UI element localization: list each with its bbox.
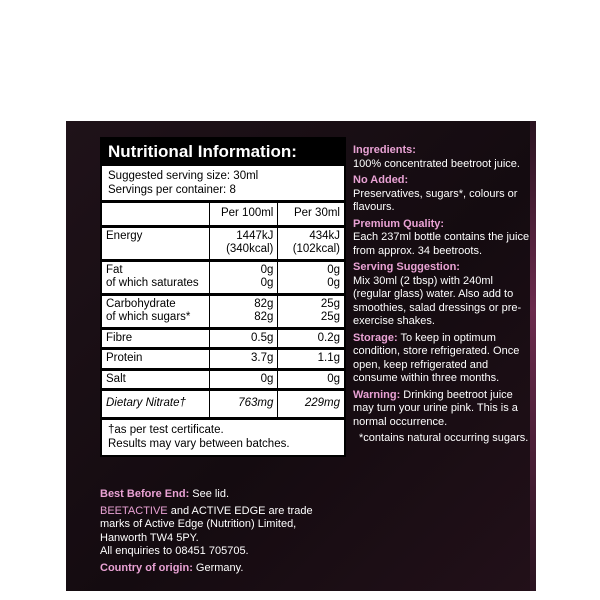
- fibre-per100: 0.5g: [209, 328, 278, 349]
- best-before-label: Best Before End:: [100, 488, 190, 500]
- label-info-right: [353, 144, 531, 446]
- origin-label: Country of origin:: [100, 561, 193, 574]
- ingredients-label: Ingredients:: [353, 144, 416, 156]
- storage: [353, 332, 531, 386]
- serving-suggestion-text: Mix 30ml (2 tbsp) with 240ml (regular glass) water. Also add to smoothies, salad dressings or pre-exercise shakes.: [353, 274, 522, 327]
- nutrition-title: Nutritional Information:: [102, 139, 344, 166]
- enquiries: All enquiries to 08451 705705.: [100, 545, 249, 557]
- energy-per30-kcal: (102kcal): [292, 243, 340, 255]
- energy-per30-kj: 434kJ: [309, 229, 340, 242]
- nutrition-table: [100, 137, 346, 457]
- row-label: Fibre: [102, 328, 209, 349]
- table-row-nitrate: [102, 390, 344, 417]
- nutrition-values: [102, 203, 344, 417]
- best-before: [100, 488, 340, 502]
- fat-per100: 0g: [260, 263, 274, 276]
- salt-per100: 0g: [209, 369, 278, 390]
- sugars-per30: 25g: [320, 311, 340, 323]
- origin-value: Germany.: [192, 561, 244, 574]
- fat-per30: 0g: [327, 263, 340, 276]
- trademark-notice: [100, 505, 340, 546]
- country-of-origin: [100, 562, 340, 576]
- servings-per-container: Servings per container: 8: [108, 184, 236, 196]
- row-label: Energy: [102, 226, 209, 260]
- footnote-variation: Results may vary between batches.: [108, 437, 290, 450]
- row-label: Dietary Nitrate†: [102, 390, 209, 417]
- warning-text: Drinking beetroot juice may turn your urine pink. This is a normal occurrence.: [353, 388, 518, 428]
- storage-label: Storage:: [353, 331, 398, 344]
- saturates-per100: 0g: [260, 277, 274, 289]
- premium-quality-label: Premium Quality:: [353, 217, 445, 230]
- table-row-protein: [102, 349, 344, 370]
- sugars-per100: 82g: [254, 311, 274, 323]
- nitrate-per100: 763mg: [209, 390, 278, 417]
- ingredients-text: 100% concentrated beetroot juice.: [353, 157, 520, 170]
- row-label: of which sugars*: [106, 311, 191, 323]
- protein-per30: 1.1g: [278, 349, 344, 370]
- trademark-text: and ACTIVE EDGE are trade marks of Active Edge (Nutrition) Limited, Hanworth TW4 5PY.: [100, 504, 313, 544]
- brand-name: BEETACTIVE: [100, 504, 168, 517]
- fibre-per30: 0.2g: [278, 328, 344, 349]
- warning: [353, 389, 531, 430]
- warning-label: Warning:: [353, 388, 401, 401]
- saturates-per30: 0g: [327, 277, 340, 289]
- best-before-value: See lid.: [189, 488, 229, 500]
- row-label: of which saturates: [106, 277, 199, 289]
- natural-sugars-note: *contains natural occurring sugars.: [359, 432, 529, 444]
- table-row-energy: [102, 226, 344, 260]
- row-label: Carbohydrate: [106, 297, 176, 310]
- table-row-fat: [102, 260, 344, 294]
- serving-size: Suggested serving size: 30ml: [108, 170, 259, 182]
- no-added-text: Preservatives, sugars*, colours or flavours.: [353, 187, 518, 213]
- footnote-test-certificate: †as per test certificate.: [108, 423, 224, 436]
- table-row-carbohydrate: [102, 294, 344, 328]
- nutrition-footnote: [102, 417, 344, 455]
- label-notes-left: [100, 488, 340, 575]
- row-label: Protein: [102, 349, 209, 370]
- storage-text: To keep in optimum condition, store refrigerated. Once open, keep refrigerated and consume within three months.: [353, 331, 520, 384]
- col-header-per30: Per 30ml: [278, 203, 344, 226]
- protein-per100: 3.7g: [209, 349, 278, 370]
- col-header-per100: Per 100ml: [209, 203, 278, 226]
- serving-suggestion-label: Serving Suggestion:: [353, 261, 460, 273]
- salt-per30: 0g: [278, 369, 344, 390]
- premium-quality-text: Each 237ml bottle contains the juice from approx. 34 beetroots.: [353, 231, 530, 257]
- table-row-salt: [102, 369, 344, 390]
- serving-info: [102, 166, 344, 203]
- row-label: Fat: [106, 263, 123, 276]
- no-added-label: No Added:: [353, 174, 409, 186]
- carbs-per30: 25g: [320, 297, 340, 310]
- carbs-per100: 82g: [254, 297, 274, 310]
- energy-per100-kcal: (340kcal): [226, 243, 274, 255]
- nitrate-per30: 229mg: [278, 390, 344, 417]
- table-row-fibre: [102, 328, 344, 349]
- energy-per100-kj: 1447kJ: [236, 229, 274, 242]
- row-label: Salt: [102, 369, 209, 390]
